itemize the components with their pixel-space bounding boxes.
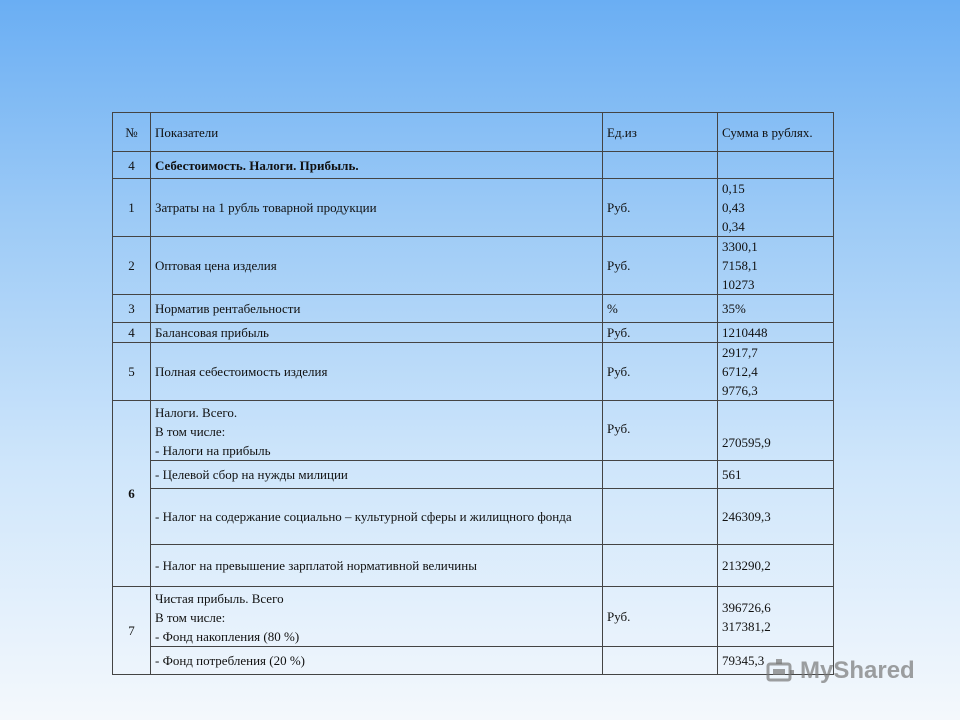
header-num: № [113, 113, 151, 152]
net-profit-values [718, 587, 834, 647]
section-num: 4 [113, 152, 151, 179]
row-values [718, 179, 834, 237]
row-value: 6712,4 [722, 364, 758, 379]
taxes-sub-value: 213290,2 [718, 545, 834, 587]
row-name: Балансовая прибыль [151, 323, 603, 343]
row-unit: Руб. [603, 323, 718, 343]
section-row [113, 152, 834, 179]
table-row [113, 179, 834, 237]
section-title: Себестоимость. Налоги. Прибыль. [151, 152, 603, 179]
taxes-line: - Налоги на прибыль [155, 443, 271, 458]
row-unit: Руб. [603, 343, 718, 401]
taxes-sub-name: - Налог на превышение зарплатой нормативной величины [151, 545, 603, 587]
row-num: 3 [113, 295, 151, 323]
taxes-sub-name: - Налог на содержание социально – культурной сферы и жилищного фонда [151, 489, 603, 545]
row-num: 2 [113, 237, 151, 295]
net-profit-line: В том числе: [155, 610, 226, 625]
net-profit-sub-row [113, 647, 834, 675]
row-value: 7158,1 [722, 258, 758, 273]
data-table-container [112, 112, 833, 675]
taxes-sub-unit-empty [603, 489, 718, 545]
taxes-row [113, 401, 834, 461]
taxes-sub-value: 561 [718, 461, 834, 489]
watermark-text: MyShared [800, 657, 915, 684]
row-unit: % [603, 295, 718, 323]
header-unit: Ед.из [603, 113, 718, 152]
net-profit-line: Чистая прибыль. Всего [155, 591, 284, 606]
row-value: 1210448 [718, 323, 834, 343]
taxes-sub-value: 246309,3 [718, 489, 834, 545]
row-value: 2917,7 [722, 345, 758, 360]
taxes-line: Налоги. Всего. [155, 405, 238, 420]
header-row [113, 113, 834, 152]
taxes-sub-name: - Целевой сбор на нужды милиции [151, 461, 603, 489]
net-profit-value: 396726,6 [722, 599, 771, 615]
taxes-line: В том числе: [155, 424, 226, 439]
net-profit-name [151, 587, 603, 647]
row-value: 35% [718, 295, 834, 323]
taxes-sub-row [113, 489, 834, 545]
row-name: Норматив рентабельности [151, 295, 603, 323]
section-unit-empty [603, 152, 718, 179]
row-num: 5 [113, 343, 151, 401]
table-row [113, 295, 834, 323]
header-indicator: Показатели [151, 113, 603, 152]
myshared-watermark [766, 656, 915, 686]
table-row [113, 237, 834, 295]
section-sum-empty [718, 152, 834, 179]
row-values [718, 237, 834, 295]
taxes-sub-unit-empty [603, 545, 718, 587]
taxes-sub-row [113, 545, 834, 587]
taxes-name [151, 401, 603, 461]
net-profit-row [113, 587, 834, 647]
row-num: 1 [113, 179, 151, 237]
row-value: 0,15 [722, 181, 745, 196]
net-profit-sub-unit-empty [603, 647, 718, 675]
net-profit-sub-value: 79345,3 [718, 647, 834, 675]
taxes-value: 270595,9 [718, 401, 834, 461]
net-profit-unit: Руб. [603, 587, 718, 647]
table-row [113, 343, 834, 401]
row-unit: Руб. [603, 179, 718, 237]
net-profit-line: - Фонд накопления (80 %) [155, 629, 300, 644]
net-profit-value: 317381,2 [722, 618, 771, 634]
taxes-sub-row [113, 461, 834, 489]
row-value: 10273 [722, 277, 755, 292]
row-value: 0,43 [722, 200, 745, 215]
data-table [112, 112, 834, 675]
projector-icon [766, 656, 796, 686]
row-name: Полная себестоимость изделия [151, 343, 603, 401]
row-value: 0,34 [722, 219, 745, 234]
net-profit-num: 7 [113, 587, 151, 675]
taxes-sub-unit-empty [603, 461, 718, 489]
row-value: 9776,3 [722, 383, 758, 398]
row-num: 4 [113, 323, 151, 343]
row-values [718, 343, 834, 401]
row-name: Затраты на 1 рубль товарной продукции [151, 179, 603, 237]
row-value: 3300,1 [722, 239, 758, 254]
row-unit: Руб. [603, 237, 718, 295]
net-profit-sub-name: - Фонд потребления (20 %) [151, 647, 603, 675]
taxes-unit: Руб. [603, 401, 718, 461]
header-sum: Сумма в рублях. [718, 113, 834, 152]
taxes-num: 6 [113, 401, 151, 587]
row-name: Оптовая цена изделия [151, 237, 603, 295]
table-row [113, 323, 834, 343]
